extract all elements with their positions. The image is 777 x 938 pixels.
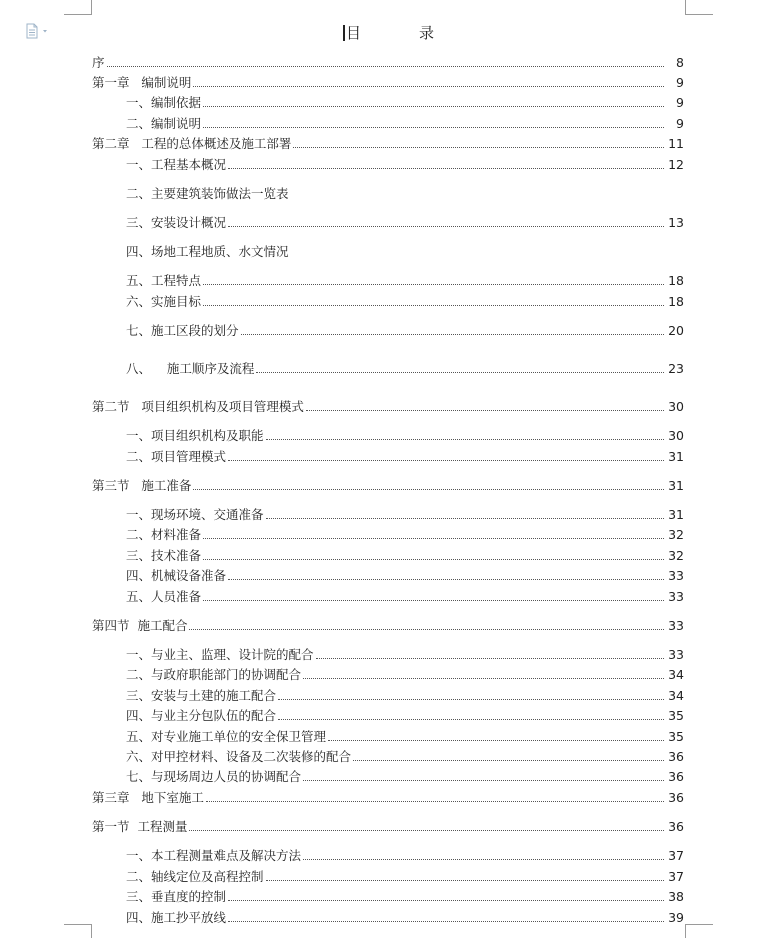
toc-leader-dots <box>256 372 664 373</box>
toc-entry[interactable] <box>92 397 684 415</box>
toc-leader-dots <box>241 334 664 335</box>
toc-title <box>0 22 777 43</box>
toc-leader-dots <box>266 880 664 881</box>
toc-entry-label: 第四节 施工配合 <box>92 618 188 633</box>
toc-entry-page: 37 <box>668 848 684 863</box>
toc-entry-label: 第三章 地下室施工 <box>92 790 204 805</box>
toc-entry-page: 13 <box>668 215 684 230</box>
toc-entry[interactable] <box>92 665 684 683</box>
toc-leader-dots <box>228 226 664 227</box>
corner-mark-top-left-vertical <box>91 0 92 14</box>
toc-entry-label: 二、轴线定位及高程控制 <box>126 869 264 884</box>
toc-entry[interactable] <box>92 616 684 634</box>
toc-leader-dots <box>189 830 664 831</box>
toc-entry[interactable] <box>92 706 684 724</box>
corner-mark-top-left <box>64 14 92 15</box>
toc-entry-label: 二、主要建筑装饰做法一览表 <box>126 186 289 201</box>
toc-leader-dots <box>228 168 664 169</box>
toc-entry-label: 第一章 编制说明 <box>92 75 192 90</box>
toc-entry[interactable] <box>92 213 684 231</box>
toc-entry[interactable] <box>92 817 684 835</box>
corner-mark-top-right <box>685 14 713 15</box>
toc-entry-label: 七、与现场周边人员的协调配合 <box>126 769 302 784</box>
toc-entry[interactable] <box>92 587 684 605</box>
toc-leader-dots <box>206 801 664 802</box>
toc-leader-dots <box>203 127 664 128</box>
toc-entry[interactable] <box>92 505 684 523</box>
toc-entry-label: 二、编制说明 <box>126 116 202 131</box>
toc-entry[interactable] <box>92 846 684 864</box>
toc-entry[interactable] <box>92 447 684 465</box>
toc-leader-dots <box>303 780 664 781</box>
toc-entry-page: 35 <box>668 708 684 723</box>
toc-entry[interactable] <box>92 242 684 260</box>
toc-entry[interactable] <box>92 93 684 111</box>
toc-leader-dots <box>266 439 664 440</box>
toc-entry-page: 38 <box>668 889 684 904</box>
toc-entry-page: 36 <box>668 819 684 834</box>
toc-entry-label: 三、技术准备 <box>126 548 202 563</box>
toc-entry-label: 六、实施目标 <box>126 294 202 309</box>
toc-leader-dots <box>203 284 664 285</box>
toc-entry-page: 36 <box>668 749 684 764</box>
toc-entry-page: 11 <box>668 136 684 151</box>
toc-entry[interactable] <box>92 767 684 785</box>
toc-entry-label: 四、施工抄平放线 <box>126 910 227 925</box>
toc-leader-dots <box>316 658 664 659</box>
toc-entry-page: 33 <box>668 647 684 662</box>
toc-entry-page: 9 <box>676 116 684 131</box>
toc-entry-label: 一、工程基本概况 <box>126 157 227 172</box>
toc-entry-label: 三、垂直度的控制 <box>126 889 227 904</box>
toc-entry-page: 34 <box>668 688 684 703</box>
toc-entry[interactable] <box>92 867 684 885</box>
toc-leader-dots <box>306 410 664 411</box>
toc-entry-label: 三、安装设计概况 <box>126 215 227 230</box>
toc-entry[interactable] <box>92 134 684 152</box>
toc-entry-page: 32 <box>668 527 684 542</box>
toc-entry-page: 31 <box>668 449 684 464</box>
toc-entry-label: 五、对专业施工单位的安全保卫管理 <box>126 729 327 744</box>
toc-entry[interactable] <box>92 292 684 310</box>
toc-entry-label: 七、施工区段的划分 <box>126 323 239 338</box>
toc-entry-page: 9 <box>676 95 684 110</box>
toc-entry[interactable] <box>92 908 684 926</box>
toc-entry-page: 36 <box>668 790 684 805</box>
toc-entry[interactable] <box>92 525 684 543</box>
toc-entry-page: 39 <box>668 910 684 925</box>
toc-entry-page: 34 <box>668 667 684 682</box>
toc-entry[interactable] <box>92 788 684 806</box>
toc-leader-dots <box>293 147 664 148</box>
toc-entry-label: 八、 施工顺序及流程 <box>126 361 255 376</box>
toc-leader-dots <box>203 559 664 560</box>
toc-entry[interactable] <box>92 546 684 564</box>
toc-entry-label: 三、安装与土建的施工配合 <box>126 688 277 703</box>
toc-entry[interactable] <box>92 645 684 663</box>
corner-mark-top-right-vertical <box>685 0 686 14</box>
toc-entry[interactable] <box>92 747 684 765</box>
title-left-char: 目 <box>345 24 361 42</box>
toc-leader-dots <box>107 66 664 67</box>
toc-leader-dots <box>203 538 664 539</box>
toc-entry-label: 第一节 工程测量 <box>92 819 188 834</box>
corner-mark-bottom-right <box>685 924 713 925</box>
toc-entry-label: 一、项目组织机构及职能 <box>126 428 264 443</box>
toc-entry-page: 30 <box>668 399 684 414</box>
toc-leader-dots <box>189 629 664 630</box>
toc-entry-page: 23 <box>668 361 684 376</box>
toc-entry[interactable] <box>92 184 684 202</box>
corner-mark-bottom-left <box>64 924 92 925</box>
toc-leader-dots <box>203 305 664 306</box>
toc-entry-label: 一、编制依据 <box>126 95 202 110</box>
toc-entry[interactable] <box>92 321 684 339</box>
toc-entry[interactable] <box>92 114 684 132</box>
toc-leader-dots <box>303 678 664 679</box>
toc-leader-dots <box>228 579 664 580</box>
toc-entry-page: 37 <box>668 869 684 884</box>
toc-entry-page: 30 <box>668 428 684 443</box>
toc-entry[interactable] <box>92 271 684 289</box>
toc-entry-label: 一、本工程测量难点及解决方法 <box>126 848 302 863</box>
toc-leader-dots <box>328 740 664 741</box>
toc-entry-label: 六、对甲控材料、设备及二次装修的配合 <box>126 749 352 764</box>
toc-entry[interactable] <box>92 887 684 905</box>
toc-leader-dots <box>228 900 664 901</box>
toc-entry-page: 33 <box>668 568 684 583</box>
toc-entry[interactable] <box>92 426 684 444</box>
toc-leader-dots <box>203 106 664 107</box>
toc-entry[interactable] <box>92 566 684 584</box>
toc-entry-page: 33 <box>668 618 684 633</box>
toc-entry[interactable] <box>92 476 684 494</box>
toc-leader-dots <box>193 86 664 87</box>
toc-entry-label: 序 <box>92 55 105 70</box>
toc-entry-page: 8 <box>676 55 684 70</box>
toc-entry-page: 35 <box>668 729 684 744</box>
toc-leader-dots <box>266 518 664 519</box>
toc-entry-label: 第二节 项目组织机构及项目管理模式 <box>92 399 304 414</box>
toc-entry-page: 36 <box>668 769 684 784</box>
toc-entry[interactable] <box>92 686 684 704</box>
toc-leader-dots <box>228 921 664 922</box>
toc-entry-label: 二、材料准备 <box>126 527 202 542</box>
toc-entry-page: 9 <box>676 75 684 90</box>
toc-leader-dots <box>228 460 664 461</box>
toc-entry-label: 五、人员准备 <box>126 589 202 604</box>
toc-entry-label: 第二章 工程的总体概述及施工部署 <box>92 136 292 151</box>
toc-entry-page: 32 <box>668 548 684 563</box>
corner-mark-bottom-left-vertical <box>91 924 92 938</box>
toc-entry-label: 四、场地工程地质、水文情况 <box>126 244 289 259</box>
text-cursor <box>343 25 345 41</box>
toc-entry-page: 18 <box>668 273 684 288</box>
toc-leader-dots <box>278 719 664 720</box>
toc-entry-page: 20 <box>668 323 684 338</box>
toc-entry-label: 四、机械设备准备 <box>126 568 227 583</box>
toc-entry-label: 五、工程特点 <box>126 273 202 288</box>
toc-entry-page: 18 <box>668 294 684 309</box>
toc-entry[interactable] <box>92 727 684 745</box>
toc-entry[interactable] <box>92 73 684 91</box>
toc-entry-label: 一、与业主、监理、设计院的配合 <box>126 647 314 662</box>
toc-entry-page: 31 <box>668 507 684 522</box>
toc-leader-dots <box>303 859 664 860</box>
toc-entry[interactable] <box>92 53 684 71</box>
title-right-char: 录 <box>419 24 435 42</box>
toc-entry-page: 33 <box>668 589 684 604</box>
corner-mark-bottom-right-vertical <box>685 924 686 938</box>
toc-entry[interactable] <box>92 155 684 173</box>
toc-entry-page: 12 <box>668 157 684 172</box>
toc-leader-dots <box>278 699 664 700</box>
toc-entry-page: 31 <box>668 478 684 493</box>
toc-leader-dots <box>193 489 664 490</box>
toc-entry-label: 二、项目管理模式 <box>126 449 227 464</box>
toc-entry[interactable] <box>92 359 684 377</box>
toc-leader-dots <box>203 600 664 601</box>
toc-entry-label: 一、现场环境、交通准备 <box>126 507 264 522</box>
toc-entry-label: 第三节 施工准备 <box>92 478 192 493</box>
toc-leader-dots <box>353 760 664 761</box>
toc-entry-label: 二、与政府职能部门的协调配合 <box>126 667 302 682</box>
toc-entry-label: 四、与业主分包队伍的配合 <box>126 708 277 723</box>
